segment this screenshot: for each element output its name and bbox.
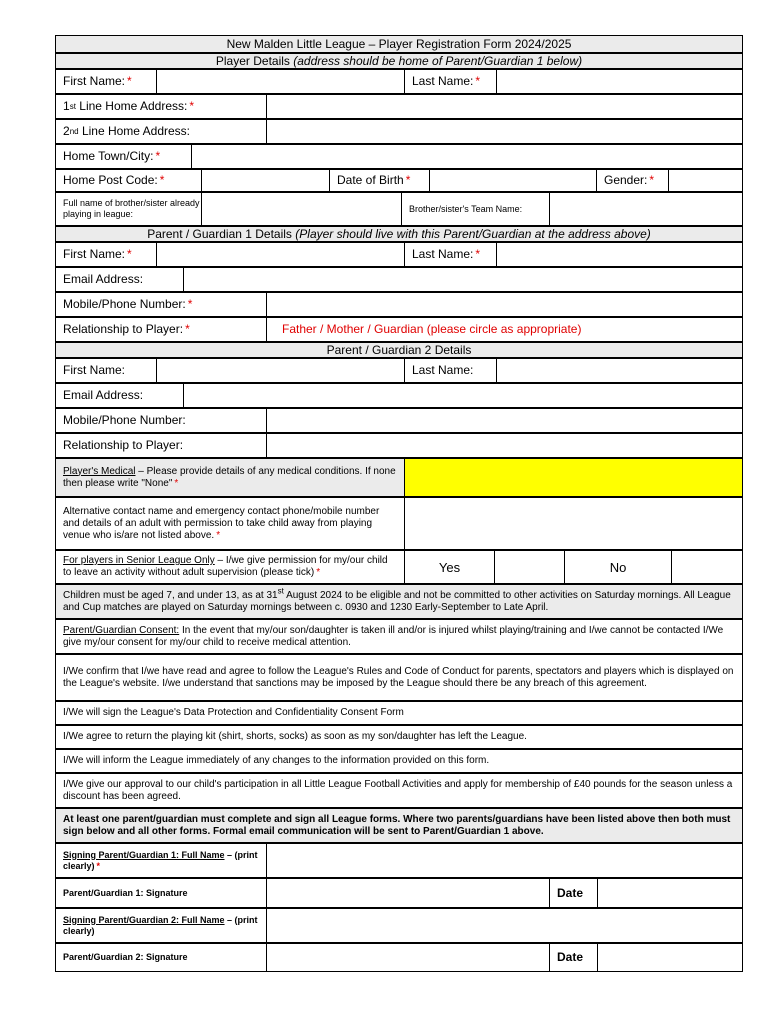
age-statement-row	[55, 584, 743, 619]
address1-label: Line Home Address:	[79, 99, 188, 113]
guardian2-date-label: Date	[549, 944, 597, 971]
senior-no-checkbox[interactable]	[671, 551, 742, 583]
consent-row	[55, 619, 743, 654]
guardian2-phone-field[interactable]	[266, 409, 742, 432]
guardian2-fullname-label: Signing Parent/Guardian 2: Full Name	[63, 914, 225, 925]
medical-row: Player's Medical – Please provide details of any medical conditions. If none then please write "None" *	[55, 458, 743, 497]
alt-contact-label: Alternative contact name and emergency contact phone/mobile number and details of an adult with permission to take child away from playing venue who is/are not listed above.	[63, 505, 380, 541]
guardian1-date-field[interactable]	[597, 879, 742, 907]
sibling-team-field[interactable]	[549, 193, 742, 225]
form-title: New Malden Little League – Player Registration Form 2024/2025	[56, 36, 742, 52]
player-last-name-field[interactable]	[496, 70, 742, 93]
guardian1-relationship-row: Relationship to Player: * Father / Mother / Guardian (please circle as appropriate)	[55, 317, 743, 342]
guardian1-email-field[interactable]	[183, 268, 742, 291]
player-name-row: First Name: * Last Name: *	[55, 69, 743, 94]
guardian1-date-label: Date	[549, 879, 597, 907]
guardian1-email-label: Email Address:	[63, 272, 144, 286]
signing-note: At least one parent/guardian must complete and sign all League forms. Where two parents/guardians have been listed above then both must sign below and all other forms. Formal email communication will be sent to Parent/Guardian 1 above.	[63, 813, 731, 837]
guardian1-fullname-row: Signing Parent/Guardian 1: Full Name – (print clearly) *	[55, 843, 743, 878]
changes-statement: I/We will inform the League immediately of any changes to the information provided on this form.	[63, 755, 490, 766]
guardian1-signature-label: Parent/Guardian 1: Signature	[63, 887, 188, 898]
alt-contact-row: Alternative contact name and emergency contact phone/mobile number and details of an adult with permission to take child away from playing venue who is/are not listed above. *	[55, 497, 743, 550]
sibling-name-label: Full name of brother/sister already playing in league:	[63, 198, 200, 219]
medical-field[interactable]	[404, 459, 742, 496]
guardian2-email-row	[55, 383, 743, 408]
sibling-name-field[interactable]	[201, 193, 401, 225]
registration-form	[55, 36, 743, 972]
guardian1-last-name-label: Last Name:	[412, 247, 474, 261]
guardian1-first-name-label: First Name:	[63, 247, 126, 261]
sibling-row	[55, 192, 743, 226]
title-row	[55, 35, 743, 53]
player-heading-note: (address should be home of Parent/Guardian 1 below)	[293, 53, 583, 68]
guardian2-email-field[interactable]	[183, 384, 742, 407]
address1-row: 1 st Line Home Address: *	[55, 94, 743, 119]
guardian2-signature-label: Parent/Guardian 2: Signature	[63, 952, 188, 962]
guardian1-phone-label: Mobile/Phone Number:	[63, 297, 186, 311]
guardian1-signature-row	[55, 878, 743, 908]
address2-row: 2 nd Line Home Address:	[55, 119, 743, 144]
postcode-dob-gender-row: Home Post Code: * Date of Birth * Gender: *	[55, 169, 743, 192]
guardian1-phone-row: Mobile/Phone Number: *	[55, 292, 743, 317]
alt-contact-field[interactable]	[404, 498, 742, 549]
guardian2-relationship-row	[55, 433, 743, 458]
postcode-field[interactable]	[201, 170, 329, 191]
dob-field[interactable]	[429, 170, 596, 191]
guardian1-heading: Parent / Guardian 1 Details	[147, 226, 292, 241]
senior-yes-checkbox[interactable]	[494, 551, 564, 583]
player-first-name-field[interactable]	[156, 70, 404, 93]
kit-statement: I/We agree to return the playing kit (shirt, shorts, socks) as soon as my son/daughter has left the League.	[63, 731, 527, 742]
medical-heading: Player's Medical	[63, 465, 136, 477]
gender-field[interactable]	[668, 170, 742, 191]
guardian2-last-name-field[interactable]	[496, 359, 742, 382]
consent-statement: Parent/Guardian Consent: In the event that my/our son/daughter is taken ill and/or is injured whilst playing/training and I/we cannot be contacted I/We give my/our consent for my/our child to receive medical attention.	[63, 624, 724, 648]
guardian1-relationship-label: Relationship to Player:	[63, 322, 184, 336]
player-section-header	[55, 53, 743, 69]
guardian2-phone-label: Mobile/Phone Number:	[63, 413, 186, 427]
guardian2-heading: Parent / Guardian 2 Details	[56, 343, 742, 357]
guardian1-relationship-options[interactable]: Father / Mother / Guardian (please circle as appropriate)	[266, 318, 742, 341]
guardian2-email-label: Email Address:	[63, 388, 144, 402]
medical-text: – Please provide details of any medical conditions. If none then please write "None"	[63, 465, 396, 489]
guardian2-signature-field[interactable]	[266, 944, 549, 971]
town-row: Home Town/City: *	[55, 144, 743, 169]
guardian2-first-name-label: First Name:	[63, 363, 126, 377]
guardian1-first-name-field[interactable]	[156, 243, 404, 266]
postcode-label: Home Post Code:	[63, 173, 158, 187]
rules-statement: I/We confirm that I/we have read and agree to follow the League's Rules and Code of Conduct for parents, spectators and players which is displayed on the League's website. I/we understand that sanctions may be imposed by the League should there be any breach of this agreement.	[63, 665, 734, 689]
data-protection-statement: I/We will sign the League's Data Protection and Confidentiality Consent Form	[63, 707, 404, 718]
guardian2-relationship-label: Relationship to Player:	[63, 438, 184, 452]
senior-no-label: No	[564, 551, 671, 583]
guardian2-last-name-label: Last Name:	[404, 359, 496, 382]
guardian1-last-name-field[interactable]	[496, 243, 742, 266]
guardian2-fullname-row: Signing Parent/Guardian 2: Full Name – (print clearly)	[55, 908, 743, 943]
address2-label: Line Home Address:	[81, 124, 190, 138]
town-field[interactable]	[191, 145, 742, 168]
guardian2-section-header	[55, 342, 743, 358]
guardian1-section-header	[55, 226, 743, 242]
address2-field[interactable]	[266, 120, 742, 143]
changes-row	[55, 749, 743, 773]
sibling-team-label: Brother/sister's Team Name:	[401, 193, 549, 225]
senior-yes-label: Yes	[404, 551, 494, 583]
data-protection-row	[55, 701, 743, 725]
senior-heading: For players in Senior League Only	[63, 555, 215, 566]
guardian1-name-row: First Name: * Last Name: *	[55, 242, 743, 267]
kit-row	[55, 725, 743, 749]
dob-label: Date of Birth	[337, 173, 404, 187]
guardian2-first-name-field[interactable]	[156, 359, 404, 382]
guardian1-phone-field[interactable]	[266, 293, 742, 316]
guardian2-phone-row	[55, 408, 743, 433]
guardian2-name-row	[55, 358, 743, 383]
guardian1-signature-field[interactable]	[266, 879, 549, 907]
rules-row	[55, 654, 743, 701]
address1-field[interactable]	[266, 95, 742, 118]
approval-statement: I/We give our approval to our child's participation in all Little League Football Activities and apply for membership of £40 pounds for the season unless a discount has been agreed.	[63, 778, 733, 802]
town-label: Home Town/City:	[63, 149, 154, 163]
guardian2-relationship-field[interactable]	[266, 434, 742, 457]
player-first-name-label: First Name:	[63, 74, 126, 88]
guardian1-fullname-label: Signing Parent/Guardian 1: Full Name	[63, 849, 225, 860]
senior-league-row: For players in Senior League Only – I/we give permission for my/our child to leave an activity without adult supervision (please tick) * Yes No	[55, 550, 743, 584]
guardian2-signature-row	[55, 943, 743, 972]
guardian2-date-field[interactable]	[597, 944, 742, 971]
senior-text: – I/we give permission for my/our child to leave an activity without adult supervision (please tick)	[63, 555, 388, 578]
gender-label: Gender:	[604, 173, 648, 187]
approval-row	[55, 773, 743, 808]
guardian1-fullname-field[interactable]	[266, 844, 742, 877]
guardian1-heading-note: (Player should live with this Parent/Guardian at the address above)	[295, 226, 651, 241]
guardian2-fullname-field[interactable]	[266, 909, 742, 942]
player-last-name-label: Last Name:	[412, 74, 474, 88]
age-statement: Children must be aged 7, and under 13, as at 31st August 2024 to be eligible and not be committed to other activities on Saturday mornings. All League and Cup matches are played on Saturday mornings between c. 0930 and 1230 Early-September to Late April.	[63, 586, 731, 613]
player-heading: Player Details	[215, 53, 290, 68]
signing-note-row	[55, 808, 743, 843]
guardian1-email-row	[55, 267, 743, 292]
